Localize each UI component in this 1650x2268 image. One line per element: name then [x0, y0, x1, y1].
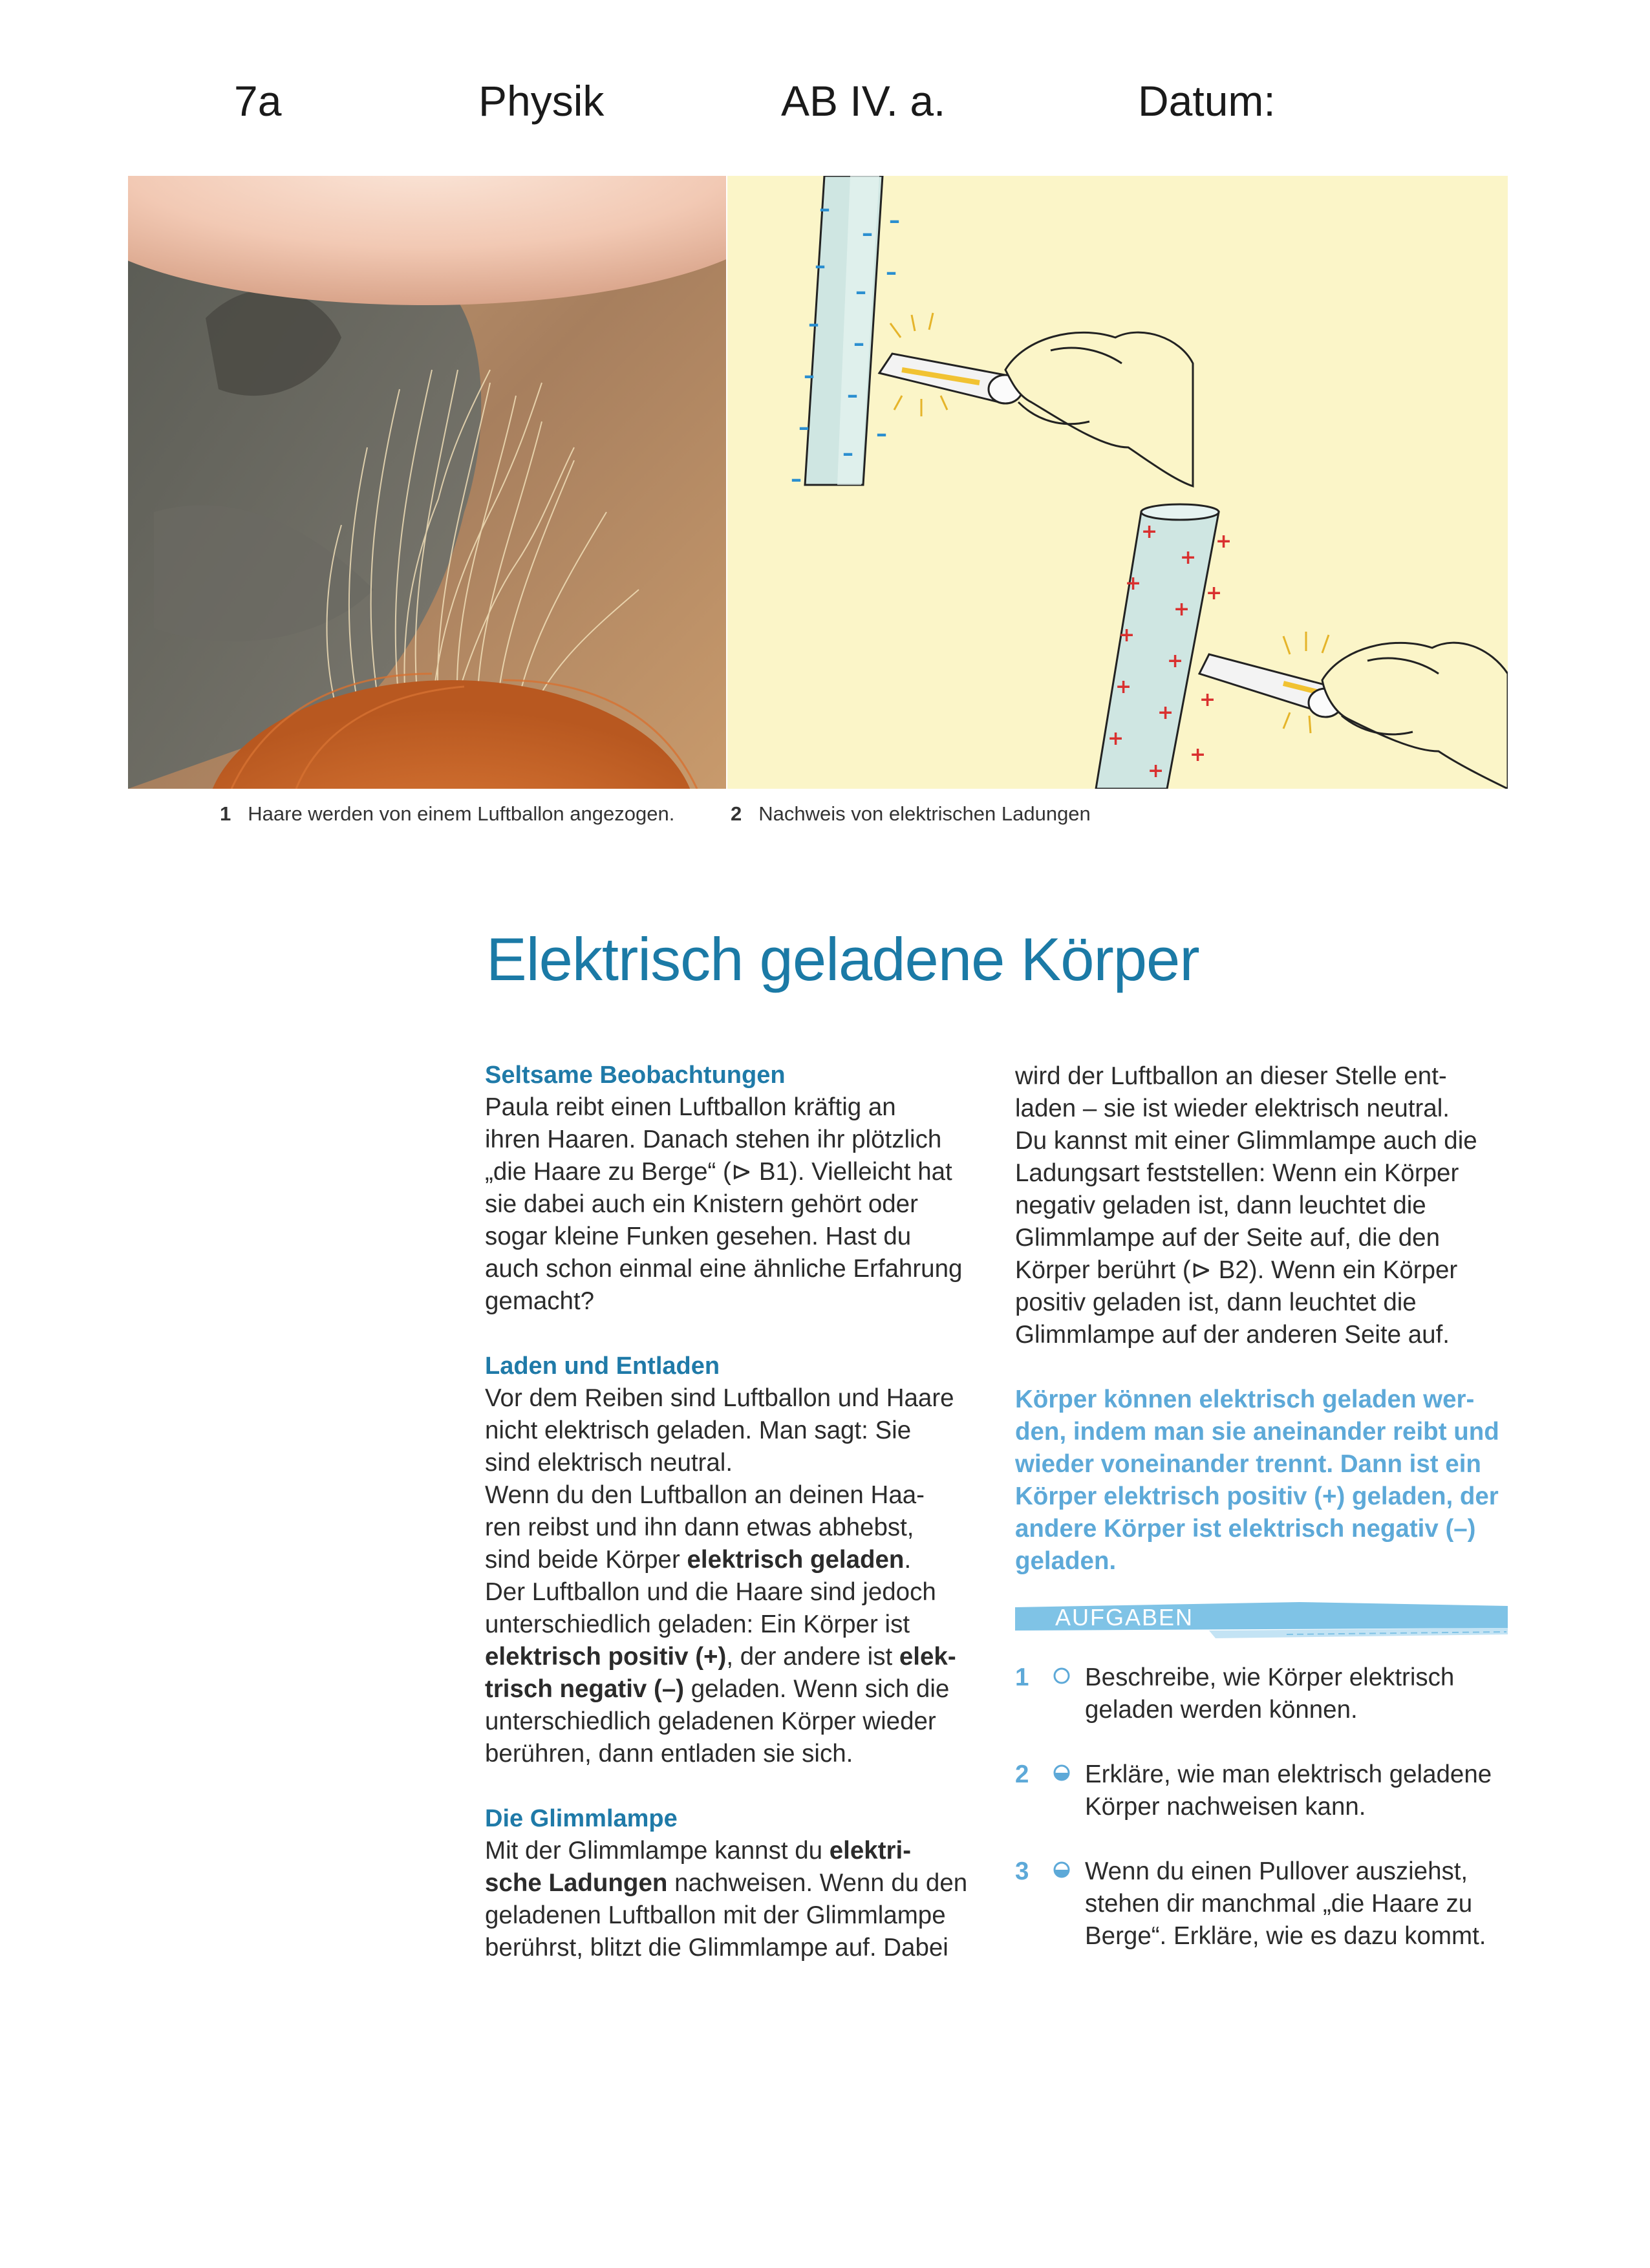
svg-text:+: + [1141, 520, 1158, 543]
header-subject: Physik [478, 77, 605, 125]
difficulty-easy-icon [1053, 1667, 1071, 1685]
text-line: Wenn du den Luftballon an deinen Haa- [485, 1481, 925, 1509]
text-line: geladenen Luftballon mit der Glimmlampe [485, 1901, 946, 1929]
term-elektrisch-negativ: trisch negativ (–) [485, 1675, 685, 1703]
svg-text:–: – [804, 363, 815, 389]
text-line: Glimmlampe auf der anderen Seite auf. [1015, 1321, 1450, 1349]
tasks-heading: AUFGABEN [1055, 1604, 1194, 1631]
text-line: Ladungsart feststellen: Wenn ein Körper [1015, 1159, 1459, 1187]
task-text-line: Berge“. Erkläre, wie es dazu kommt. [1085, 1922, 1486, 1950]
tasks-banner [1015, 1602, 1508, 1642]
heading-seltsame-beobachtungen: Seltsame Beobachtungen [485, 1062, 786, 1089]
svg-text:+: + [1206, 582, 1223, 604]
text-line: Mit der Glimmlampe kannst du elektri- [485, 1837, 912, 1865]
text-line: auch schon einmal eine ähnliche Erfahrung [485, 1255, 963, 1283]
text-line: gemacht? [485, 1287, 595, 1315]
task-text-line: Beschreibe, wie Körper elektrisch [1085, 1664, 1455, 1691]
figure-1-caption [220, 802, 674, 826]
text-line: „die Haare zu Berge“ (⊳ B1). Vielleicht hat [485, 1158, 952, 1186]
text-line: unterschiedlich geladenen Körper wieder [485, 1707, 936, 1735]
svg-text:+: + [1190, 744, 1206, 766]
header-sheet: AB IV. a. [781, 77, 946, 125]
summary-line: wieder voneinander trennt. Dann ist ein [1015, 1450, 1481, 1478]
text-line: laden – sie ist wieder elektrisch neutral. [1015, 1095, 1450, 1122]
text-line: nicht elektrisch geladen. Man sagt: Sie [485, 1417, 912, 1444]
svg-text:+: + [1148, 760, 1164, 782]
summary-box [1015, 1384, 1513, 1578]
page-title: Elektrisch geladene Körper [486, 925, 1199, 993]
right-column [1015, 1060, 1513, 1578]
task-text-line: Erkläre, wie man elektrisch geladene [1085, 1760, 1492, 1788]
hair-balloon-illustration [128, 176, 726, 789]
task-number: 2 [1015, 1760, 1029, 1788]
svg-text:–: – [876, 421, 887, 447]
text-line: trisch negativ (–) geladen. Wenn sich die [485, 1675, 950, 1703]
text-line: unterschiedlich geladen: Ein Körper ist [485, 1610, 910, 1638]
task-text-line: Wenn du einen Pullover ausziehst, [1085, 1857, 1468, 1885]
svg-text:–: – [808, 311, 819, 337]
glow-lamp-illustration [727, 176, 1508, 789]
text-line: Glimmlampe auf der Seite auf, die den [1015, 1224, 1440, 1252]
svg-text:–: – [886, 259, 897, 285]
left-column [485, 1059, 996, 1964]
text-line: elektrisch positiv (+), der andere ist elek- [485, 1643, 956, 1671]
task-text-line: Körper nachweisen kann. [1085, 1793, 1366, 1821]
text-line: berührst, blitzt die Glimmlampe auf. Dabei [485, 1934, 948, 1962]
svg-text:+: + [1125, 572, 1142, 595]
svg-text:+: + [1216, 530, 1232, 553]
text-line: ren reibst und ihn dann etwas abhebst, [485, 1514, 914, 1541]
header-date-label: Datum: [1138, 77, 1276, 125]
svg-text:–: – [847, 382, 858, 408]
summary-line: andere Körper ist elektrisch negativ (–) [1015, 1515, 1476, 1543]
text-line: Vor dem Reiben sind Luftballon und Haare [485, 1384, 954, 1412]
svg-text:+: + [1167, 650, 1184, 672]
svg-text:+: + [1115, 676, 1132, 698]
text-line: sind elektrisch neutral. [485, 1449, 733, 1477]
svg-text:+: + [1108, 727, 1124, 750]
text-line: ihren Haaren. Danach stehen ihr plötzlich [485, 1126, 942, 1153]
svg-text:–: – [889, 208, 900, 233]
text-line: Körper berührt (⊳ B2). Wenn ein Körper [1015, 1256, 1458, 1284]
svg-text:–: – [791, 466, 802, 492]
text-line: Paula reibt einen Luftballon kräftig an [485, 1093, 896, 1121]
figure-hair-balloon-photo [128, 176, 726, 789]
text-line: negativ geladen ist, dann leuchtet die [1015, 1192, 1426, 1219]
difficulty-medium-icon [1053, 1764, 1071, 1782]
task-number: 1 [1015, 1664, 1029, 1691]
svg-text:+: + [1157, 701, 1174, 724]
svg-text:–: – [798, 414, 809, 440]
banner-shape [1015, 1602, 1508, 1642]
figure-1-caption-text: Haare werden von einem Luftballon angezogen. [248, 802, 675, 825]
tasks-list [1015, 1662, 1513, 2049]
text-line: Du kannst mit einer Glimmlampe auch die [1015, 1127, 1477, 1155]
difficulty-medium-icon [1053, 1861, 1071, 1879]
svg-text:+: + [1119, 624, 1135, 647]
text-line: sche Ladungen nachweisen. Wenn du den [485, 1869, 968, 1897]
summary-line: geladen. [1015, 1547, 1117, 1575]
svg-text:+: + [1173, 598, 1190, 621]
text-line: wird der Luftballon an dieser Stelle ent- [1015, 1062, 1447, 1090]
term-elektrisch-geladen: elektrisch geladen [687, 1546, 905, 1574]
task-item [1015, 1759, 1513, 1830]
summary-line: Körper können elektrisch geladen wer- [1015, 1385, 1475, 1413]
svg-text:+: + [1199, 689, 1216, 711]
heading-laden-und-entladen: Laden und Entladen [485, 1353, 720, 1380]
svg-text:+: + [1180, 546, 1197, 569]
header-class: 7a [234, 77, 282, 125]
summary-line: Körper elektrisch positiv (+) geladen, der [1015, 1482, 1499, 1510]
task-text-line: stehen dir manchmal „die Haare zu [1085, 1890, 1473, 1918]
term-elektrisch-positiv: elektrisch positiv (+) [485, 1643, 727, 1671]
svg-text:–: – [842, 440, 853, 466]
text-line: Der Luftballon und die Haare sind jedoch [485, 1578, 936, 1606]
figure-2-caption-number: 2 [731, 802, 742, 825]
svg-text:–: – [855, 279, 866, 305]
task-number: 3 [1015, 1857, 1029, 1885]
task-item [1015, 1662, 1513, 1733]
text-line: sogar kleine Funken gesehen. Hast du [485, 1223, 912, 1250]
svg-text:–: – [862, 220, 873, 246]
text-line: sind beide Körper elektrisch geladen. [485, 1546, 912, 1574]
svg-text:–: – [819, 196, 830, 222]
text-line: sie dabei auch ein Knistern gehört oder [485, 1190, 918, 1218]
svg-text:–: – [853, 330, 864, 356]
text-line: berühren, dann entladen sie sich. [485, 1740, 853, 1768]
svg-text:–: – [815, 253, 826, 279]
figure-2-caption [731, 802, 1091, 826]
figure-2-caption-text: Nachweis von elektrischen Ladungen [758, 802, 1091, 825]
task-text-line: geladen werden können. [1085, 1696, 1358, 1724]
text-line: positiv geladen ist, dann leuchtet die [1015, 1289, 1417, 1316]
term-elektrische-ladungen: sche Ladungen [485, 1869, 668, 1897]
figure-glow-lamp-drawing [727, 176, 1508, 789]
figure-1-caption-number: 1 [220, 802, 231, 825]
summary-line: den, indem man sie aneinander reibt und [1015, 1418, 1499, 1446]
heading-die-glimmlampe: Die Glimmlampe [485, 1805, 678, 1832]
task-item [1015, 1856, 1513, 1959]
